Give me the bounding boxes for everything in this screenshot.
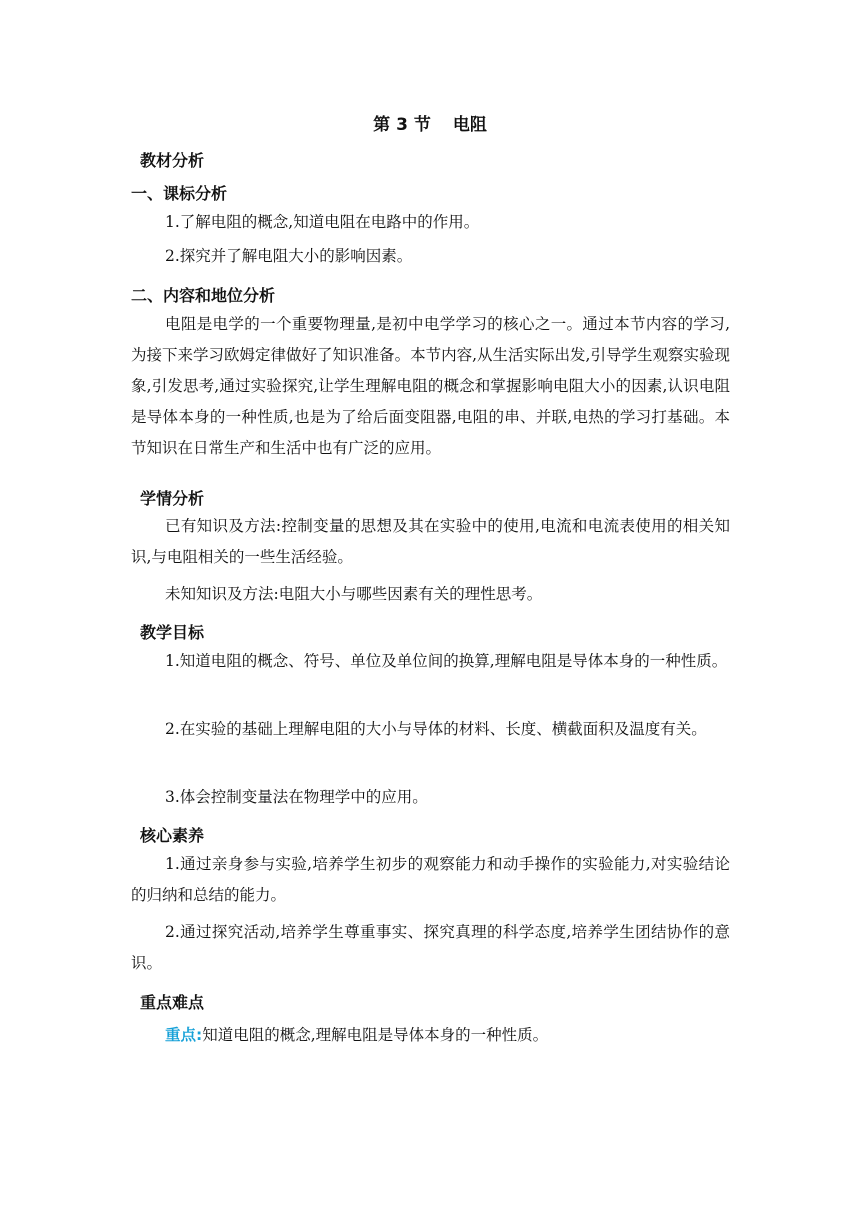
heading-textbook-analysis: 教材分析	[140, 151, 205, 170]
page-title	[0, 110, 860, 135]
teaching-goal-2: 2.在实验的基础上理解电阻的大小与导体的材料、长度、横截面积及温度有关。	[165, 720, 707, 738]
student-unknown-paragraph: 未知知识及方法:电阻大小与哪些因素有关的理性思考。	[165, 585, 543, 603]
content-position-paragraph: 电阻是电学的一个重要物理量,是初中电学学习的核心之一。通过本节内容的学习,为接下来学习欧姆定律做好了知识准备。本节内容,从生活实际出发,引导学生观察实验现象,引发思考,通过实验探究,让学生理解电阻的概念和掌握影响电阻大小的因素,认识电阻是导体本身的一种性质,也是为了给后面变阻器,电阻的串、并联,电热的学习打基础。本节知识在日常生产和生活中也有广泛的应用。	[131, 315, 730, 457]
curriculum-item-2: 2.探究并了解电阻大小的影响因素。	[165, 247, 413, 265]
title-topic: 电阻	[452, 115, 487, 135]
title-section-number: 第 3 节	[373, 115, 431, 135]
student-known-paragraph: 已有知识及方法:控制变量的思想及其在实验中的使用,电流和电流表使用的相关知识,与电阻相关的一些生活经验。	[131, 517, 730, 566]
heading-curriculum-analysis: 一、课标分析	[131, 184, 228, 203]
heading-student-analysis: 学情分析	[140, 489, 205, 508]
curriculum-item-1: 1.了解电阻的概念,知道电阻在电路中的作用。	[165, 213, 480, 231]
heading-core-literacy: 核心素养	[140, 826, 205, 845]
key-point-paragraph	[131, 1020, 730, 1051]
teaching-goal-1: 1.知道电阻的概念、符号、单位及单位间的换算,理解电阻是导体本身的一种性质。	[165, 652, 728, 670]
heading-content-position: 二、内容和地位分析	[131, 286, 276, 305]
core-literacy-1: 1.通过亲身参与实验,培养学生初步的观察能力和动手操作的实验能力,对实验结论的归纳和总结的能力。	[131, 855, 730, 904]
heading-teaching-goals: 教学目标	[140, 623, 205, 642]
key-point-label: 重点:	[165, 1026, 203, 1044]
teaching-goal-3: 3.体会控制变量法在物理学中的应用。	[165, 788, 428, 806]
heading-key-difficult: 重点难点	[140, 993, 205, 1012]
key-point-text: 知道电阻的概念,理解电阻是导体本身的一种性质。	[202, 1026, 549, 1044]
core-literacy-2: 2.通过探究活动,培养学生尊重事实、探究真理的科学态度,培养学生团结协作的意识。	[131, 923, 730, 972]
